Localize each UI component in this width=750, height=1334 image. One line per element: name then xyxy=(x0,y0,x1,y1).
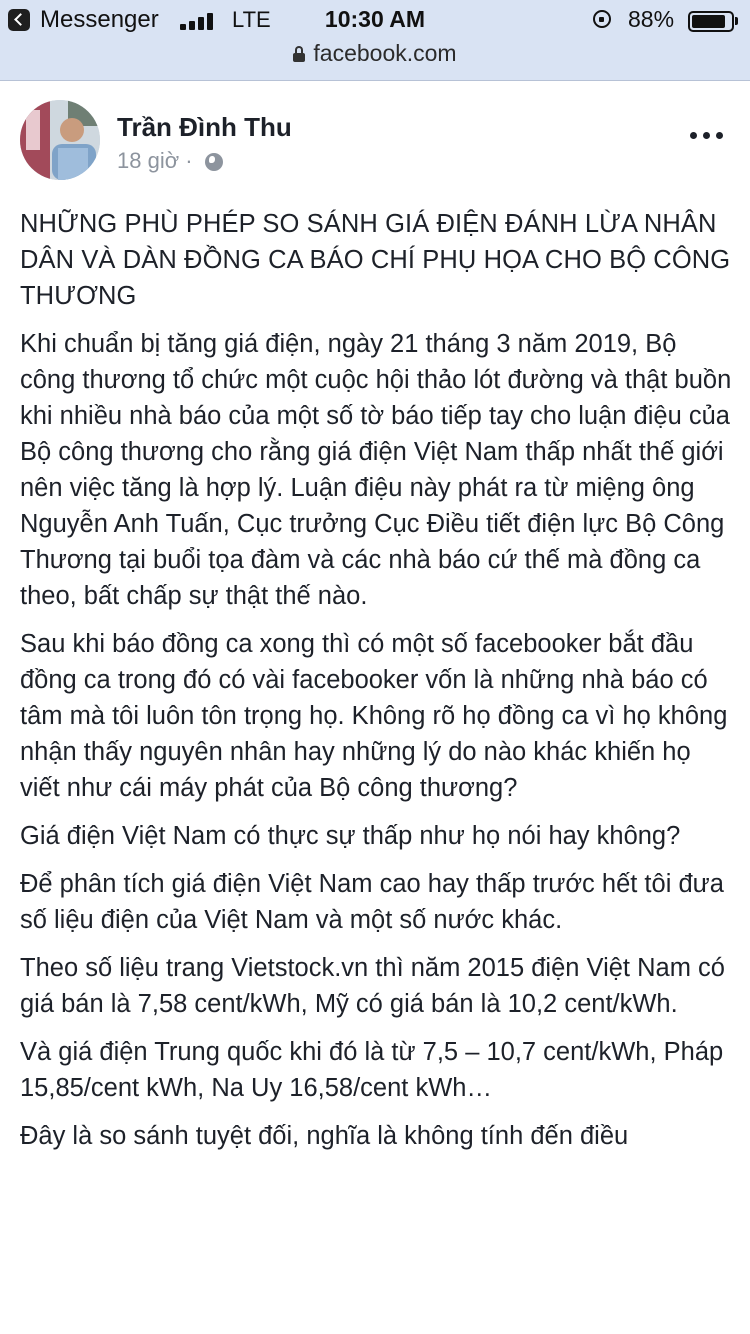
post-header xyxy=(0,100,750,190)
post-paragraph: Giá điện Việt Nam có thực sự thấp như họ nói hay không? xyxy=(20,822,681,850)
address-bar[interactable] xyxy=(0,40,750,72)
post-meta xyxy=(117,148,223,174)
post-body xyxy=(20,206,732,1166)
url-text: facebook.com xyxy=(313,40,457,66)
post-paragraph: Đây là so sánh tuyệt đối, nghĩa là không tính đến điều xyxy=(20,1122,629,1150)
post-paragraph: Khi chuẩn bị tăng giá điện, ngày 21 tháng 3 năm 2019, Bộ công thương tổ chức một cuộc hội thảo lót đường và thật buồn khi nhiều nhà báo của một số tờ báo tiếp tay cho luận điệu của Bộ công thương cho rằng giá điện Việt Nam thấp nhất thế giới nên việc tăng là hợp lý. Luận điệu này phát ra từ miệng ông Nguyễn Anh Tuấn, Cục trưởng Cục Điều tiết điện lực Bộ Công Thương tại buổi tọa đàm và các nhà báo cứ thế mà đồng ca theo, bất chấp sự thật thế nào. xyxy=(20,330,732,610)
battery-percentage: 88% xyxy=(628,6,675,32)
status-time: 10:30 AM xyxy=(324,6,426,32)
post-time[interactable]: 18 giờ xyxy=(117,148,180,173)
post-headline: NHỮNG PHÙ PHÉP SO SÁNH GIÁ ĐIỆN ĐÁNH LỪA NHÂN DÂN VÀ DÀN ĐỒNG CA BÁO CHÍ PHỤ HỌA CHO BỘ CÔNG THƯƠNG xyxy=(20,210,731,310)
post-paragraph: Để phân tích giá điện Việt Nam cao hay thấp trước hết tôi đưa số liệu điện của Việt Nam và một số nước khác. xyxy=(20,870,724,934)
network-type: LTE xyxy=(232,7,271,32)
browser-chrome xyxy=(0,0,750,81)
battery-cap xyxy=(735,17,738,25)
post-paragraph: Sau khi báo đồng ca xong thì có một số facebooker bắt đầu đồng ca trong đó có vài facebooker vốn là những nhà báo có tâm mà tôi luôn tôn trọng họ. Không rõ họ đồng ca vì họ không nhận thấy nguyên nhân hay những lý do nào khác khiến họ viết như cái máy phát của Bộ công thương? xyxy=(20,630,728,802)
battery-level-fill xyxy=(692,15,725,28)
orientation-lock-icon xyxy=(593,10,611,28)
meta-separator: · xyxy=(185,148,193,173)
back-to-app-label[interactable]: Messenger xyxy=(40,6,159,33)
post-paragraph: Theo số liệu trang Vietstock.vn thì năm 2015 điện Việt Nam có giá bán là 7,58 cent/kWh, Mỹ có giá bán là 10,2 cent/kWh. xyxy=(20,954,725,1018)
status-bar xyxy=(0,0,750,40)
post-author[interactable]: Trần Đình Thu xyxy=(117,112,292,142)
post-paragraph: Và giá điện Trung quốc khi đó là từ 7,5 – 10,7 cent/kWh, Pháp 15,85/cent kWh, Na Uy 16,58/cent kWh… xyxy=(20,1038,724,1102)
avatar[interactable] xyxy=(20,100,100,180)
battery-icon xyxy=(688,11,734,32)
lock-icon xyxy=(293,46,305,62)
globe-icon xyxy=(205,153,223,171)
more-options-icon[interactable] xyxy=(690,130,726,140)
